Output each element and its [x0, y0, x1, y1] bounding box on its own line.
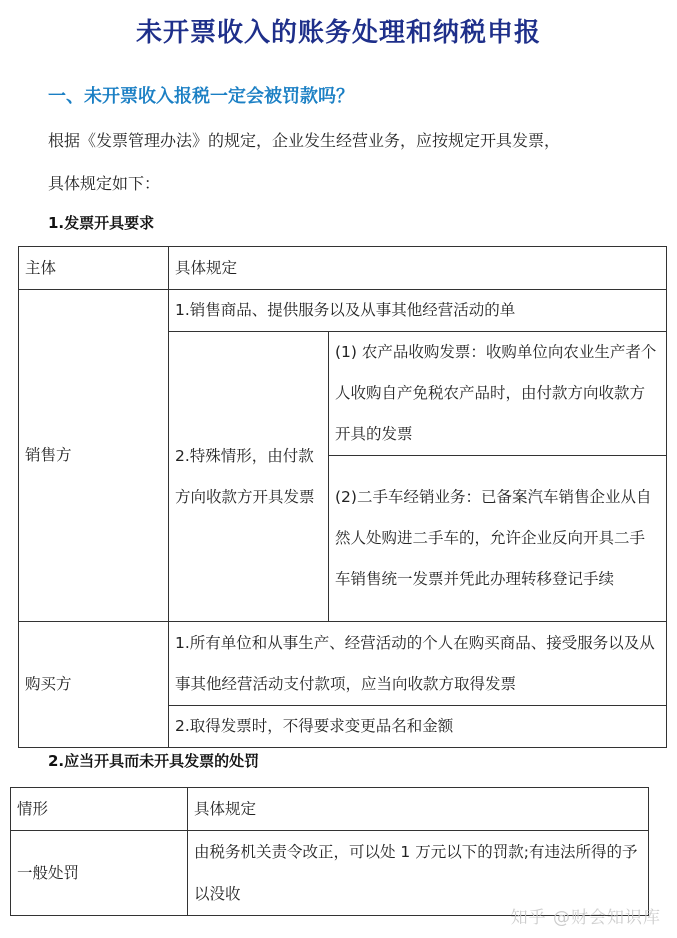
- header-rules: 具体规定: [169, 247, 667, 290]
- penalty-case: 一般处罚: [11, 831, 188, 916]
- section-heading: 一、未开票收入报税一定会被罚款吗？: [48, 86, 354, 107]
- header-case: 情形: [11, 788, 188, 831]
- header-subject: 主体: [19, 247, 169, 290]
- seller-rule-2a: (1) 农产品收购发票：收购单位向农业生产者个人收购自产免税农产品时，由付款方向收款方开具的发票: [329, 332, 667, 456]
- intro-line-2: 具体规定如下：: [48, 174, 161, 193]
- penalty-rule: 由税务机关责令改正，可以处 1 万元以下的罚款;有违法所得的予以没收: [188, 831, 649, 916]
- page-title: 未开票收入的账务处理和纳税申报: [135, 18, 541, 48]
- seller-label: 销售方: [19, 290, 169, 622]
- buyer-label: 购买方: [19, 622, 169, 748]
- buyer-rule-2: 2.取得发票时，不得要求变更品名和金额: [169, 706, 667, 748]
- table1-title: 1.发票开具要求: [48, 214, 155, 232]
- seller-rule-2b: (2)二手车经销业务：已备案汽车销售企业从自然人处购进二手车的，允许企业反向开具二手车销售统一发票并凭此办理转移登记手续: [329, 456, 667, 622]
- intro-line-1: 根据《发票管理办法》的规定，企业发生经营业务，应按规定开具发票，: [48, 131, 561, 150]
- buyer-rule-1: 1.所有单位和从事生产、经营活动的个人在购买商品、接受服务以及从事其他经营活动支付款项，应当向收款方取得发票: [169, 622, 667, 706]
- invoice-requirements-table: [18, 246, 667, 748]
- header-rule: 具体规定: [188, 788, 649, 831]
- table2-title: 2.应当开具而未开具发票的处罚: [48, 752, 260, 770]
- penalty-table: [10, 787, 649, 916]
- seller-rule-2: 2.特殊情形，由付款方向收款方开具发票: [169, 332, 329, 622]
- watermark: 知乎 @财会知识库: [510, 908, 661, 928]
- seller-rule-1: 1.销售商品、提供服务以及从事其他经营活动的单: [169, 290, 667, 332]
